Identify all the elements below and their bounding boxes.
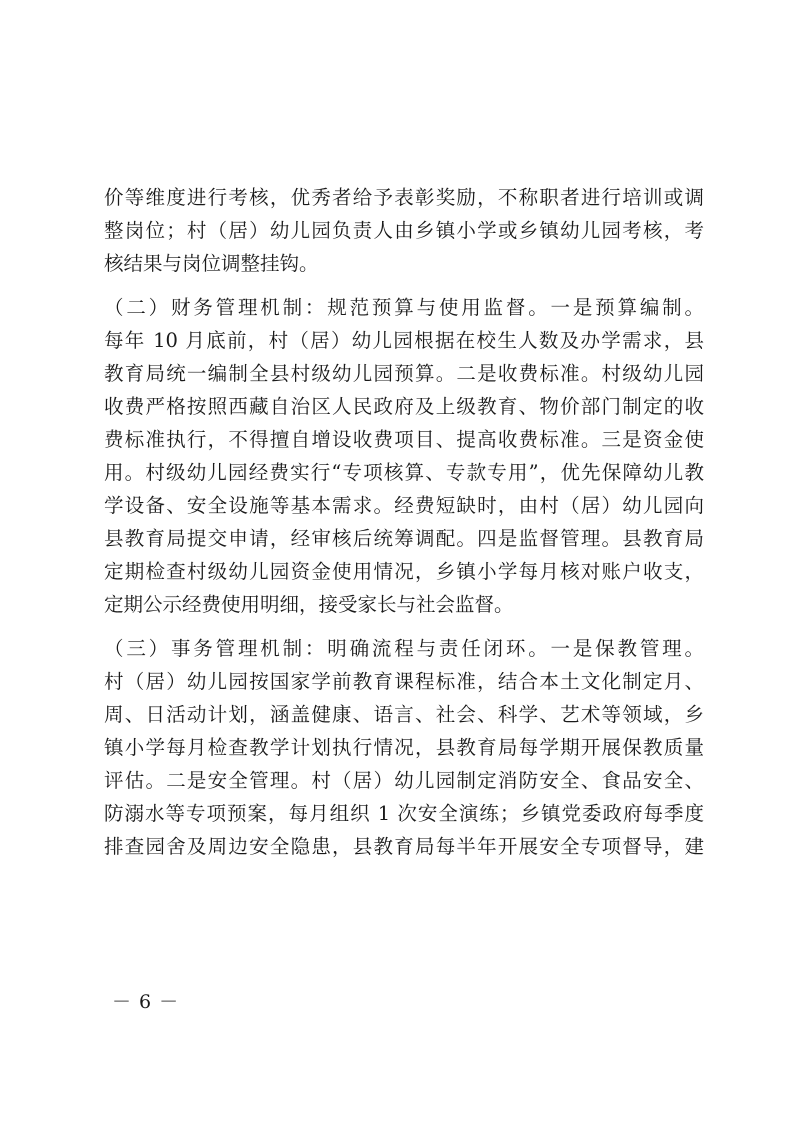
paragraph-gap [104, 621, 704, 632]
text-line: （二）财务管理机制：规范预算与使用监督。一是预算编制。 [104, 296, 704, 319]
text-line: 镇小学每月检查教学计划执行情况，县教育局每学期开展保教质量 [104, 736, 704, 759]
text-line: 防溺水等专项预案，每月组织 1 次安全演练；乡镇党委政府每季度 [104, 802, 704, 825]
text-line: 教育局统一编制全县村级幼儿园预算。二是收费标准。村级幼儿园 [104, 362, 704, 385]
text-line: 核结果与岗位调整挂钩。 [104, 252, 319, 275]
text-line: 县教育局提交申请，经审核后统筹调配。四是监督管理。县教育局 [104, 527, 704, 550]
text-line: 收费严格按照西藏自治区人民政府及上级教育、物价部门制定的收 [104, 395, 704, 418]
text-line: 价等维度进行考核，优秀者给予表彰奖励，不称职者进行培训或调 [104, 186, 704, 209]
text-line: 评估。二是安全管理。村（居）幼儿园制定消防安全、食品安全、 [104, 769, 704, 792]
text-line: 学设备、安全设施等基本需求。经费短缺时，由村（居）幼儿园向 [104, 494, 704, 517]
text-line: 定期公示经费使用明细，接受家长与社会监督。 [104, 593, 514, 616]
paragraph-gap [104, 280, 704, 291]
text-line: （三）事务管理机制：明确流程与责任闭环。一是保教管理。 [104, 637, 704, 660]
text-line: 村（居）幼儿园按国家学前教育课程标准，结合本土文化制定月、 [104, 670, 704, 693]
text-line: 每年 10 月底前，村（居）幼儿园根据在校生人数及办学需求，县 [104, 329, 704, 352]
page-number: － 6 － [112, 991, 180, 1013]
body-text [104, 181, 704, 863]
text-line: 周、日活动计划，涵盖健康、语言、社会、科学、艺术等领域，乡 [104, 703, 704, 726]
text-line: 排查园舍及周边安全隐患，县教育局每半年开展安全专项督导，建 [104, 835, 704, 858]
text-line: 费标准执行，不得擅自增设收费项目、提高收费标准。三是资金使 [104, 428, 704, 451]
text-line: 用。村级幼儿园经费实行“专项核算、专款专用”，优先保障幼儿教 [104, 461, 704, 484]
text-line: 定期检查村级幼儿园资金使用情况，乡镇小学每月核对账户收支， [104, 560, 704, 583]
text-line: 整岗位；村（居）幼儿园负责人由乡镇小学或乡镇幼儿园考核，考 [104, 219, 704, 242]
